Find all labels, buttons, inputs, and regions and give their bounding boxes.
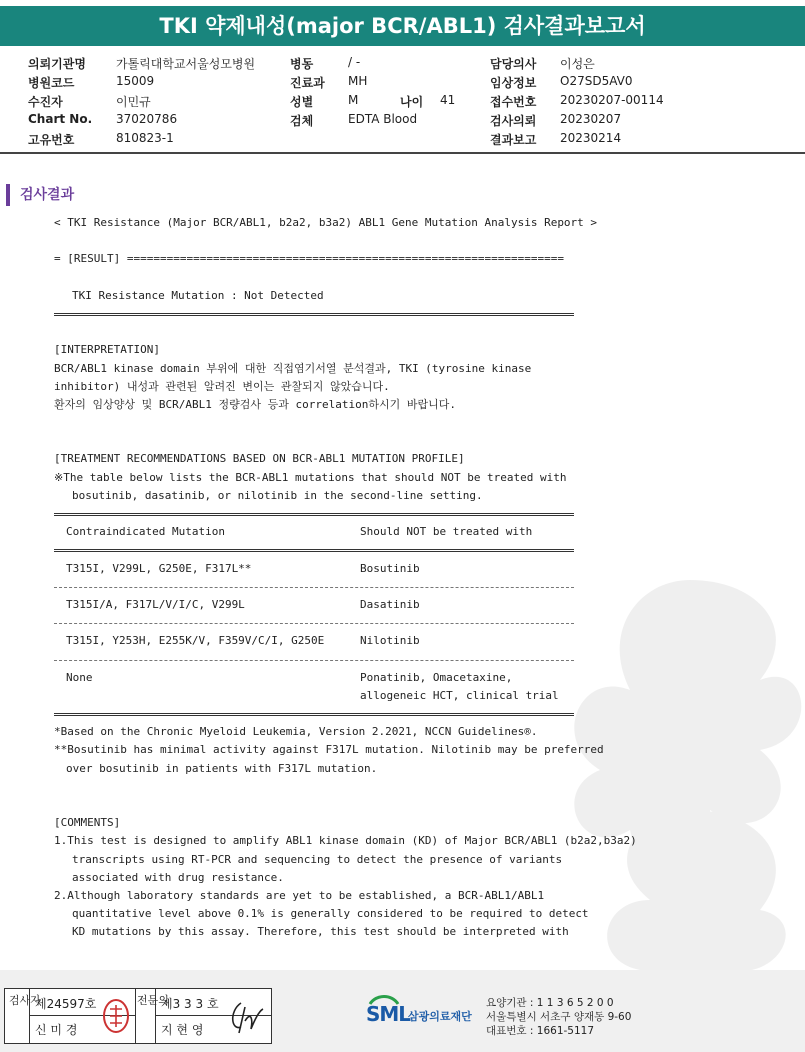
footer — [0, 970, 805, 1052]
footnote: *Based on the Chronic Myeloid Leukemia, Version 2.2021, NCCN Guidelines®. — [54, 725, 538, 739]
drug-cell: allogeneic HCT, clinical trial — [360, 688, 559, 702]
value-hospital: 가톨릭대학교서울성모병원 — [116, 57, 256, 71]
label-receipt-no: 접수번호 — [490, 95, 537, 109]
result-line: TKI Resistance Mutation : Not Detected — [72, 288, 324, 302]
table-row — [54, 669, 754, 687]
comments-label: [COMMENTS] — [54, 816, 121, 830]
comment-line: KD mutations by this assay. Therefore, this test should be interpreted with — [72, 925, 569, 939]
report-body — [54, 214, 754, 942]
interpretation-line: BCR/ABL1 kinase domain 부위에 대한 직접염기서열 분석결과, TKI (tyrosine kinase — [54, 361, 532, 375]
interpretation-line: inhibitor) 내성과 관련된 알려진 변이는 관찰되지 않았습니다. — [54, 379, 390, 393]
table-row — [54, 560, 754, 578]
value-request-date: 20230207 — [560, 112, 622, 126]
interpretation-label: [INTERPRETATION] — [54, 343, 160, 357]
comment-line: quantitative level above 0.1% is generally considered to be required to detect — [72, 907, 589, 921]
value-receipt-no: 20230207-00114 — [560, 93, 664, 107]
value-unique-no: 810823-1 — [116, 131, 174, 145]
divider — [54, 578, 754, 596]
value-chart-no: 37020786 — [116, 112, 178, 126]
label-hospital-code: 병원코드 — [28, 76, 75, 90]
value-clinical-info: O27SD5AV0 — [560, 74, 633, 88]
drug-cell: Nilotinib — [360, 634, 420, 648]
drug-cell: Ponatinib, Omacetaxine, — [360, 670, 513, 684]
label-sex: 성별 — [290, 95, 314, 109]
mutation-cell: None — [66, 670, 93, 684]
signature-icon — [227, 997, 267, 1037]
drug-cell: Dasatinib — [360, 597, 420, 611]
comment-line: transcripts using RT-PCR and sequencing to detect the presence of variants — [72, 852, 563, 866]
label-ward: 병동 — [290, 57, 314, 71]
footnote: **Bosutinib has minimal activity against F317L mutation. Nilotinib may be preferred — [54, 743, 604, 757]
examiner-license: 제24597호 — [35, 997, 97, 1011]
value-sex: M — [348, 93, 359, 107]
divider — [54, 651, 754, 669]
sml-logo-mark: SML — [366, 1002, 411, 1026]
result-label: = [RESULT] ================================================================== — [54, 252, 564, 266]
comment-line: 2.Although laboratory standards are yet to be established, a BCR-ABL1/ABL1 — [54, 888, 545, 902]
mutation-cell: T315I, Y253H, E255K/V, F359V/C/I, G250E — [66, 634, 325, 648]
value-specimen: EDTA Blood — [348, 112, 418, 126]
table-header-drug: Should NOT be treated with — [360, 525, 533, 539]
divider — [54, 541, 754, 559]
label-clinical-info: 임상정보 — [490, 76, 537, 90]
table-row — [54, 596, 754, 614]
drug-cell: Bosutinib — [360, 561, 420, 575]
specialist-license: 제3 3 3 호 — [161, 997, 219, 1011]
comment-line: 1.This test is designed to amplify ABL1 kinase domain (KD) of Major BCR/ABL1 (b2a2,b3a2) — [54, 834, 637, 848]
value-age: 41 — [440, 93, 456, 107]
table-row — [54, 632, 754, 650]
value-doctor: 이성은 — [560, 57, 595, 71]
section-title: 검사결과 — [6, 184, 74, 206]
divider — [54, 705, 754, 723]
interpretation-line: 환자의 임상양상 및 BCR/ABL1 정량검사 등과 correlation하시기 바랍니다. — [54, 397, 456, 411]
treatment-note: bosutinib, dasatinib, or nilotinib in the second-line setting. — [72, 488, 483, 502]
sml-logo-text: 삼광의료재단 — [408, 1010, 472, 1023]
examiner-label: 검사자 — [9, 994, 41, 1007]
footnote: over bosutinib in patients with F317L mutation. — [66, 761, 378, 775]
specialist-label: 전문의 — [137, 994, 169, 1007]
label-specimen: 검체 — [290, 114, 314, 128]
report-title: TKI 약제내성(major BCR/ABL1) 검사결과보고서 — [0, 6, 805, 46]
divider — [54, 305, 754, 323]
specialist-name: 지 현 영 — [161, 1023, 204, 1037]
value-patient: 이민규 — [116, 95, 151, 109]
comment-line: associated with drug resistance. — [72, 870, 284, 884]
signature-box — [4, 988, 272, 1044]
seal-icon — [101, 997, 131, 1035]
value-ward: / - — [348, 55, 361, 69]
treatment-note: ※The table below lists the BCR-ABL1 mutations that should NOT be treated with — [54, 470, 567, 484]
contact-info — [486, 996, 631, 1038]
mutation-cell: T315I, V299L, G250E, F317L** — [66, 561, 252, 575]
label-chart-no: Chart No. — [28, 112, 93, 126]
examiner-name: 신 미 경 — [35, 1023, 78, 1037]
table-header-mutation: Contraindicated Mutation — [66, 525, 225, 539]
value-hospital-code: 15009 — [116, 74, 155, 88]
label-request-date: 검사의뢰 — [490, 114, 537, 128]
contact-line: 대표번호 : 1661-5117 — [486, 1025, 595, 1037]
label-department: 진료과 — [290, 76, 325, 90]
header-divider — [0, 152, 805, 154]
contact-line: 요양기관 : 1 1 3 6 5 2 0 0 — [486, 997, 614, 1009]
table-header — [54, 523, 754, 541]
report-heading: < TKI Resistance (Major BCR/ABL1, b2a2, b3a2) ABL1 Gene Mutation Analysis Report > — [54, 216, 598, 229]
label-doctor: 담당의사 — [490, 57, 537, 71]
label-hospital: 의뢰기관명 — [28, 57, 86, 71]
label-age: 나이 — [400, 95, 424, 109]
value-report-date: 20230214 — [560, 131, 622, 145]
header-info — [28, 55, 788, 150]
treatment-label: [TREATMENT RECOMMENDATIONS BASED ON BCR-ABL1 MUTATION PROFILE] — [54, 452, 465, 466]
contact-line: 서울특별시 서초구 양재동 9-60 — [486, 1011, 632, 1023]
value-department: MH — [348, 74, 368, 88]
label-report-date: 결과보고 — [490, 133, 537, 147]
divider — [54, 614, 754, 632]
label-patient: 수진자 — [28, 95, 63, 109]
table-row-continued — [54, 687, 754, 705]
mutation-cell: T315I/A, F317L/V/I/C, V299L — [66, 597, 245, 611]
label-unique-no: 고유번호 — [28, 133, 75, 147]
divider — [54, 505, 754, 523]
